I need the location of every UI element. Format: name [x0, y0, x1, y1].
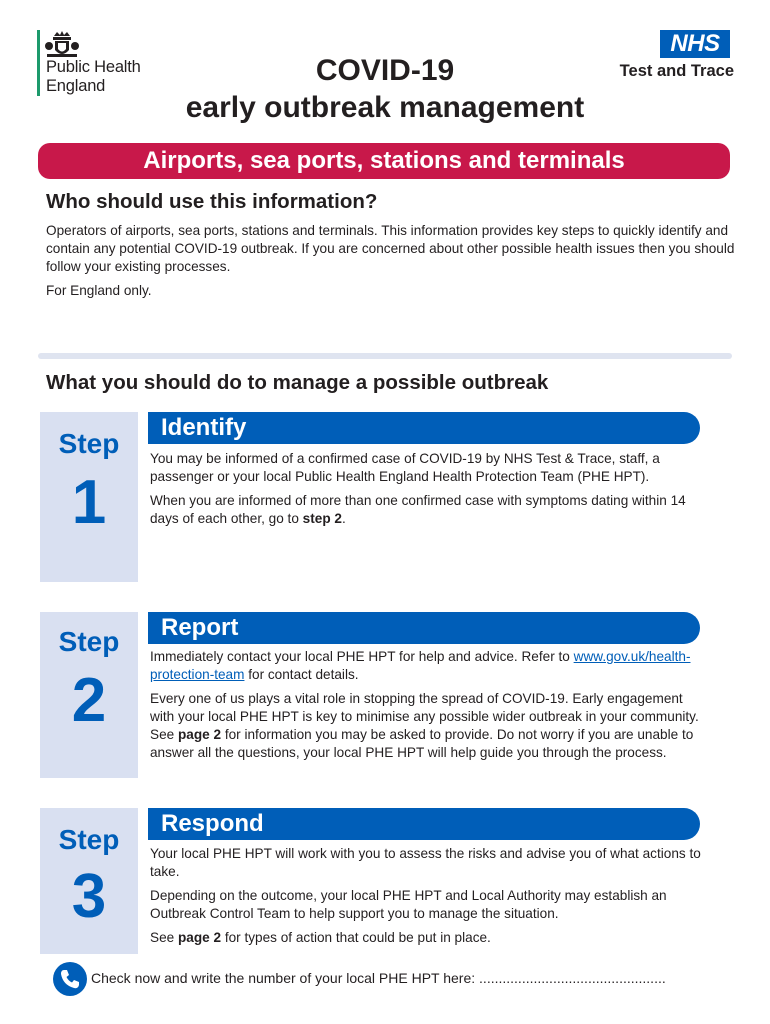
royal-crest-icon — [44, 30, 80, 60]
step3-paragraph3: See page 2 for types of action that could be put in place. — [150, 930, 491, 945]
step2-label: Step — [58, 626, 120, 657]
page2-reference: page 2 — [177, 727, 222, 742]
step3-title: Respond — [148, 808, 700, 840]
england-only-note: For England only. — [46, 283, 152, 298]
step1-title: Identify — [148, 412, 700, 444]
step3-body — [150, 845, 710, 953]
hpt-number-prompt: Check now and write the number of your local PHE HPT here: ................................................ — [91, 970, 666, 986]
nhs-test-and-trace-label: Test and Trace — [619, 62, 734, 80]
step2-panel — [40, 612, 138, 778]
health-protection-team-link[interactable]: www.gov.uk/health-protection-team — [150, 649, 691, 682]
step3-number: 3 — [71, 862, 107, 931]
step2-body — [150, 648, 710, 768]
nhs-logo: NHS — [660, 30, 730, 58]
step3-panel — [40, 808, 138, 954]
step2-paragraph2: Every one of us plays a vital role in stopping the spread of COVID-19. Early engagement with your local PHE HPT is key to minimise any possible wider outbreak in your community. See page 2 for information you may be asked to provide. Do not worry if you are unable to answer all the questions, your local PHE HPT will help guide you through the process. — [150, 691, 699, 760]
step1-number: 1 — [71, 468, 107, 537]
page2-reference: page 2 — [177, 930, 222, 945]
page-title-line2: early outbreak management — [185, 91, 585, 124]
step2-reference: step 2 — [302, 511, 342, 526]
phe-logo-rule — [37, 30, 40, 96]
phe-logo-line1: Public Health — [46, 58, 141, 76]
step2-title: Report — [148, 612, 700, 644]
phe-logo-line2: England — [46, 77, 106, 95]
step2-paragraph1: Immediately contact your local PHE HPT for help and advice. Refer to www.gov.uk/health-protection-team for contact details. — [150, 649, 691, 682]
step3-paragraph1: Your local PHE HPT will work with you to assess the risks and advise you of what actions to take. — [150, 846, 701, 879]
step3-label: Step — [58, 824, 120, 855]
what-heading: What you should do to manage a possible outbreak — [46, 371, 549, 394]
who-heading: Who should use this information? — [46, 190, 378, 213]
audience-banner: Airports, sea ports, stations and terminals — [38, 143, 730, 179]
section-divider — [38, 353, 732, 359]
step1-label: Step — [58, 428, 120, 459]
intro-text — [46, 222, 736, 306]
phone-glyph — [53, 962, 87, 996]
page-title-line1: COVID-19 — [315, 54, 455, 87]
step1-panel — [40, 412, 138, 582]
step1-paragraph1: You may be informed of a confirmed case of COVID-19 by NHS Test & Trace, staff, a passenger or your local Public Health England Health Protection Team (PHE HPT). — [150, 451, 660, 484]
intro-paragraph: Operators of airports, sea ports, stations and terminals. This information provides key steps to quickly identify and contain any potential COVID-19 outbreak. If you are concerned about other possible health issues then you should follow your existing processes. — [46, 223, 735, 274]
step3-paragraph2: Depending on the outcome, your local PHE HPT and Local Authority may establish an Outbreak Control Team to help support you to manage the situation. — [150, 888, 667, 921]
step1-body — [150, 450, 710, 534]
step2-number: 2 — [71, 666, 107, 735]
phone-icon — [53, 962, 87, 996]
step1-paragraph2: When you are informed of more than one confirmed case with symptoms dating within 14 days of each other, go to step 2. — [150, 493, 686, 526]
